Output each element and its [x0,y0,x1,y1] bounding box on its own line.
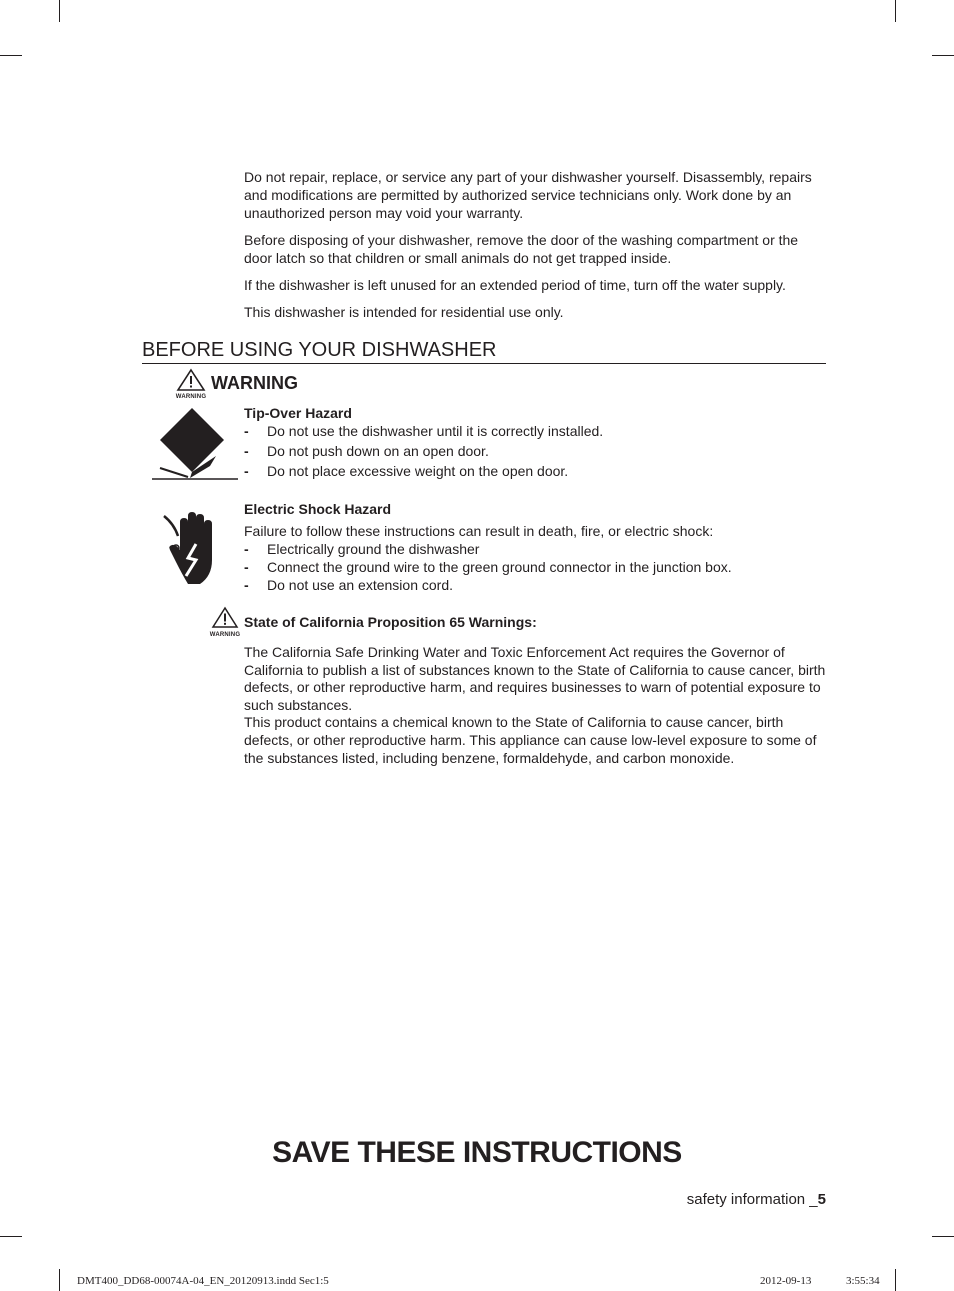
electric-shock-section [244,500,828,594]
prop65-title: State of California Proposition 65 Warnings: [244,614,537,630]
tip-over-title: Tip-Over Hazard [244,405,352,421]
list-item: - Do not place excessive weight on the open door. [244,463,569,479]
crop-mark [895,1269,896,1291]
warning-icon-caption: WARNING [175,394,207,400]
prop65-paragraph: The California Safe Drinking Water and Toxic Enforcement Act requires the Governor of California to publish a list of substances known to the State of California to cause cancer, birth defects, or other reproductive harm, and requires businesses to warn of potential exposure to such substances. [244,644,826,713]
intro-text [244,168,828,330]
warning-triangle-icon [208,606,242,643]
prop65-icon-caption: WARNING [209,632,241,638]
warning-triangle-icon [174,368,208,405]
list-item: - Do not use an extension cord. [244,577,454,593]
prop65-body [244,644,828,767]
intro-paragraph: This dishwasher is intended for residential use only. [244,304,564,320]
prop65-paragraph: This product contains a chemical known to the State of California to cause cancer, birth defects, or other reproductive harm. This appliance can cause low-level exposure to some of the substances listed, including benzene, formaldehyde, and carbon monoxide. [244,714,817,766]
crop-mark [59,1269,60,1291]
crop-mark [895,0,896,22]
section-title: BEFORE USING YOUR DISHWASHER [142,338,826,364]
list-item: - Connect the ground wire to the green ground connector in the junction box. [244,559,732,575]
crop-mark [59,0,60,22]
footer-section-label: safety information _ [686,1191,818,1208]
electric-shock-title: Electric Shock Hazard [244,501,392,517]
crop-mark [932,1236,954,1237]
save-instructions-title: SAVE THESE INSTRUCTIONS [272,1136,682,1169]
list-item: - Do not use the dishwasher until it is correctly installed. [244,423,604,439]
crop-mark [932,55,954,56]
intro-paragraph: If the dishwasher is left unused for an extended period of time, turn off the water supply. [244,277,786,293]
list-item: - Do not push down on an open door. [244,443,489,459]
tip-over-section [244,404,828,482]
slug-time: 3:55:34 [846,1275,880,1287]
intro-paragraph: Do not repair, replace, or service any part of your dishwasher yourself. Disassembly, repairs and modifications are permitted by authorized service technicians only. Work done by an unauthorized person may void your warranty. [244,169,812,221]
page-number: 5 [817,1191,826,1208]
warning-label: WARNING [211,373,298,393]
intro-paragraph: Before disposing of your dishwasher, remove the door of the washing compartment or the door latch so that children or small animals do not get trapped inside. [244,232,799,266]
tip-over-icon [150,404,240,487]
slug-date: 2012-09-13 [760,1275,812,1287]
slug-filename: DMT400_DD68-00074A-04_EN_20120913.indd Sec1:5 [77,1275,329,1287]
electric-shock-hand-icon [160,510,224,593]
page-footer [687,1191,826,1208]
crop-mark [0,55,22,56]
crop-mark [0,1236,22,1237]
list-item: - Electrically ground the dishwasher [244,541,480,557]
electric-shock-intro: Failure to follow these instructions can result in death, fire, or electric shock: [244,523,714,539]
